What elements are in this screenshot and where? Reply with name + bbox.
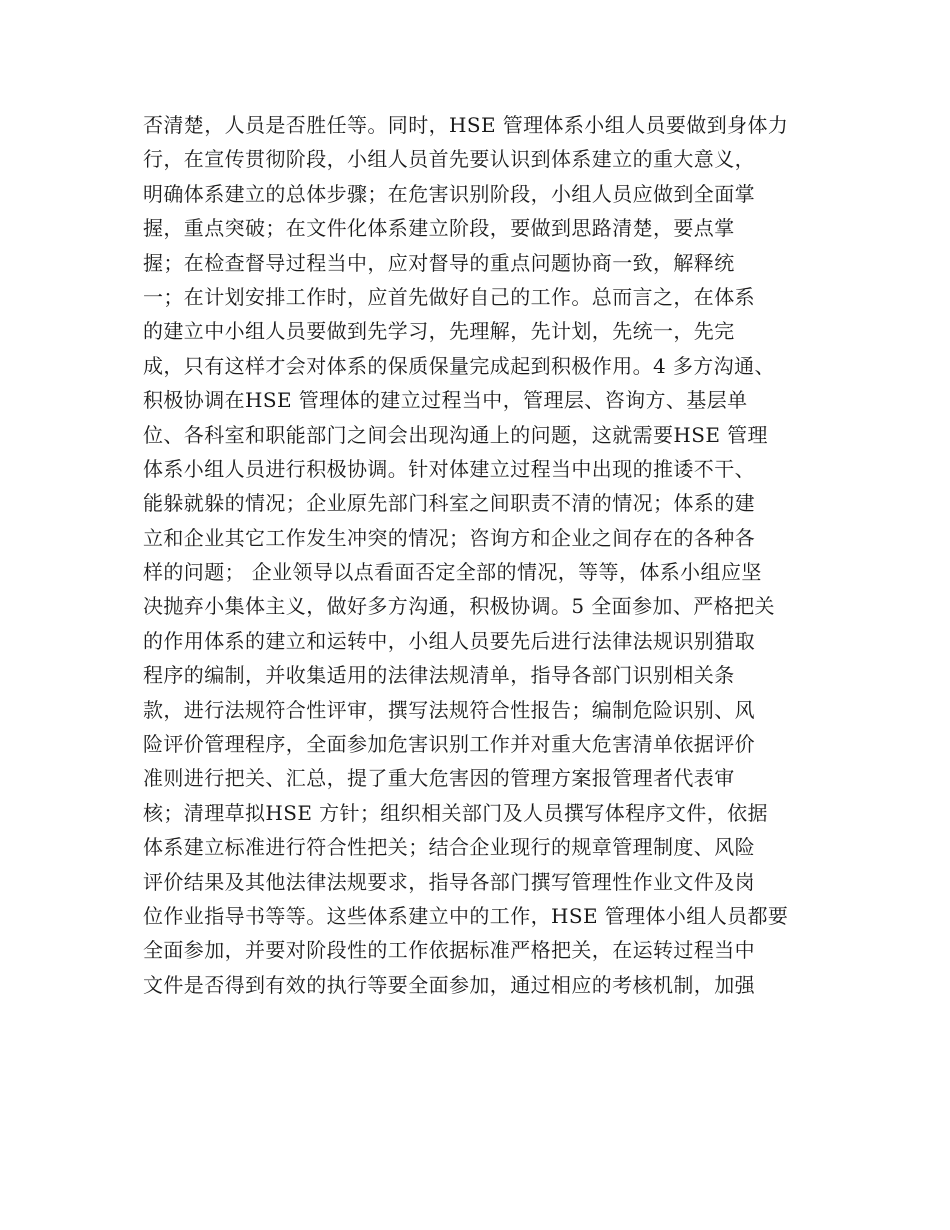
text-line: 准则进行把关、汇总，提了重大危害因的管理方案报管理者代表审 [143, 766, 735, 791]
text-line: 体系小组人员进行积极协调。针对体建立过程当中出现的推诿不干、 [143, 456, 755, 481]
text-line: 程序的编制，并收集适用的法律法规清单，指导各部门识别相关条 [143, 663, 735, 688]
text-line: 的作用体系的建立和运转中，小组人员要先后进行法律法规识别猎取 [143, 628, 755, 653]
text-line: 成，只有这样才会对体系的保质保量完成起到积极作用。4 多方沟通、 [143, 353, 775, 378]
text-line: 一；在计划安排工作时，应首先做好自己的工作。总而言之，在体系 [143, 284, 755, 309]
text-line: 明确体系建立的总体步骤；在危害识别阶段，小组人员应做到全面掌 [143, 181, 755, 206]
text-line: 行，在宣传贯彻阶段，小组人员首先要认识到体系建立的重大意义， [143, 147, 755, 172]
text-line: 位、各科室和职能部门之间会出现沟通上的问题，这就需要HSE 管理 [143, 422, 768, 447]
text-line: 样的问题； 企业领导以点看面否定全部的情况，等等，体系小组应坚 [143, 560, 762, 585]
text-line: 立和企业其它工作发生冲突的情况；咨询方和企业之间存在的各种各 [143, 525, 755, 550]
body-text [143, 108, 823, 1002]
text-line: 核；清理草拟HSE 方针；组织相关部门及人员撰写体程序文件，依据 [143, 800, 768, 825]
text-line: 位作业指导书等等。这些体系建立中的工作，HSE 管理体小组人员都要 [143, 903, 789, 928]
text-line: 体系建立标准进行符合性把关；结合企业现行的规章管理制度、风险 [143, 835, 755, 860]
text-line: 能躲就躲的情况；企业原先部门科室之间职责不清的情况；体系的建 [143, 491, 755, 516]
text-line: 积极协调在HSE 管理体的建立过程当中，管理层、咨询方、基层单 [143, 388, 748, 413]
text-line: 否清楚，人员是否胜任等。同时，HSE 管理体系小组人员要做到身体力 [143, 113, 789, 137]
text-line: 文件是否得到有效的执行等要全面参加，通过相应的考核机制，加强 [143, 972, 755, 997]
text-line: 的建立中小组人员要做到先学习，先理解，先计划，先统一，先完 [143, 319, 735, 344]
text-line: 险评价管理程序，全面参加危害识别工作并对重大危害清单依据评价 [143, 732, 755, 757]
text-line: 握，重点突破；在文件化体系建立阶段，要做到思路清楚，要点掌 [143, 216, 735, 241]
text-line: 款，进行法规符合性评审，撰写法规符合性报告；编制危险识别、风 [143, 697, 755, 722]
text-line: 握；在检查督导过程当中，应对督导的重点问题协商一致，解释统 [143, 250, 735, 275]
text-line: 全面参加，并要对阶段性的工作依据标准严格把关，在运转过程当中 [143, 938, 755, 963]
text-line: 评价结果及其他法律法规要求，指导各部门撰写管理性作业文件及岗 [143, 869, 755, 894]
text-line: 决抛弃小集体主义，做好多方沟通，积极协调。5 全面参加、严格把关 [143, 594, 775, 619]
